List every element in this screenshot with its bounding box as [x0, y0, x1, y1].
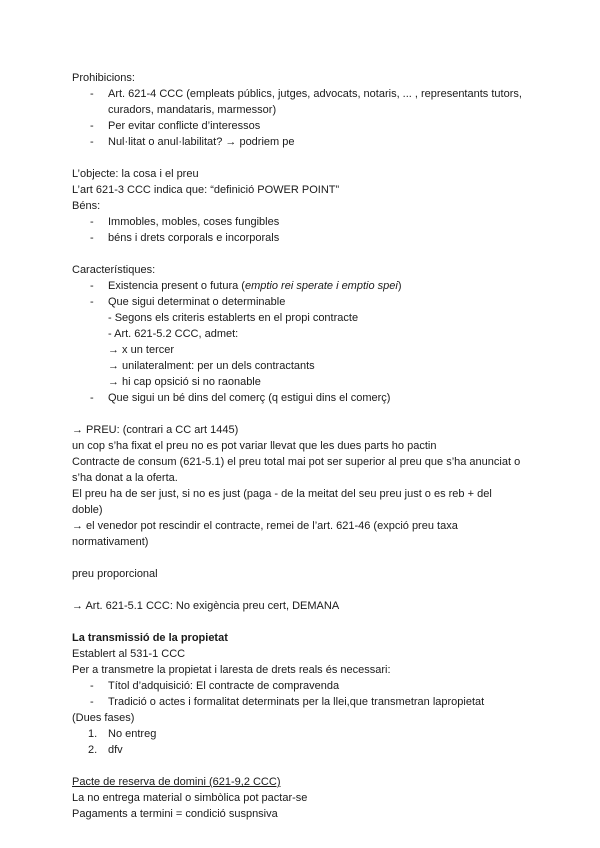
- bullet-marker: -: [90, 280, 94, 292]
- numbered-item: 1. No entreg: [88, 728, 157, 740]
- preu-line: → el venedor pot rescindir el contracte, remei de l’art. 621-46 (expció preu taxa: [72, 520, 458, 532]
- caracteristiques-sub-item: → x un tercer: [108, 344, 175, 356]
- list-number: 2.: [88, 744, 98, 756]
- bullet-marker: -: [90, 392, 94, 404]
- objecte-line: L’objecte: la cosa i el preu: [72, 168, 199, 180]
- caracteristiques-title: Característiques:: [72, 264, 156, 276]
- transmissio-item: - Tradició o actes i formalitat determinats per la llei,que transmetran lapropietat: [90, 696, 485, 708]
- bullet-marker: -: [90, 696, 94, 708]
- bullet-marker: -: [90, 136, 94, 148]
- preu-line: s’ha donat a la oferta.: [72, 472, 178, 484]
- document-page: [72, 70, 542, 822]
- caracteristiques-sub-item: → unilateralment: per un dels contractants: [108, 360, 315, 372]
- bens-title: Béns:: [72, 200, 101, 212]
- bullet-marker: -: [90, 88, 94, 100]
- caracteristiques-sub-item: - Art. 621-5.2 CCC, admet:: [108, 328, 239, 340]
- bullet-marker: -: [90, 232, 94, 244]
- bens-item: - Immobles, mobles, coses fungibles: [90, 216, 280, 228]
- preu-line: Contracte de consum (621-5.1) el preu total mai pot ser superior al preu que s’ha anunciat o: [72, 456, 521, 468]
- transmissio-heading: La transmissió de la propietat: [72, 632, 228, 644]
- preu-proporcional: preu proporcional: [72, 568, 158, 580]
- bullet-marker: -: [90, 296, 94, 308]
- bens-item: - béns i drets corporals e incorporals: [90, 232, 280, 244]
- prohibicions-title: Prohibicions:: [72, 72, 135, 84]
- transmissio-item: - Títol d’adquisició: El contracte de compravenda: [90, 680, 340, 692]
- preu-line: un cop s’ha fixat el preu no es pot variar llevat que les dues parts ho pactin: [72, 440, 437, 452]
- pacte-line: Pagaments a termini = condició suspnsiva: [72, 808, 278, 820]
- bullet-marker: -: [90, 680, 94, 692]
- preu-line: → PREU: (contrari a CC art 1445): [72, 424, 239, 436]
- transmissio-line: Establert al 531-1 CCC: [72, 648, 186, 660]
- bullet-marker: -: [90, 216, 94, 228]
- transmissio-fases: (Dues fases): [72, 712, 135, 724]
- pacte-line: La no entrega material o simbòlica pot pactar-se: [72, 792, 308, 804]
- latin-term: emptio rei sperate i emptio spei: [244, 280, 398, 292]
- pacte-heading: Pacte de reserva de domini (621-9,2 CCC): [72, 776, 281, 788]
- caracteristiques-sub-item: → hi cap opsició si no raonable: [108, 376, 261, 388]
- caracteristiques-item: - Que sigui un bé dins del comerç (q estigui dins el comerç): [90, 392, 391, 404]
- prohibicions-item: - Art. 621-4 CCC (empleats públics, jutges, advocats, notaris, ... , representants tutors, curadors, mandataris, marmessor): [90, 88, 522, 116]
- objecte-line: L’art 621-3 CCC indica que: “definició POWER POINT”: [72, 184, 340, 196]
- caracteristiques-item: - Existencia present o futura (emptio rei sperate i emptio spei): [90, 280, 402, 292]
- caracteristiques-item: - Que sigui determinat o determinable: [90, 296, 286, 308]
- preu-line: El preu ha de ser just, si no es just (paga - de la meitat del seu preu just o es reb + del: [72, 488, 492, 500]
- preu-line: normativament): [72, 536, 149, 548]
- preu-line: doble): [72, 504, 103, 516]
- prohibicions-item: - Per evitar conflicte d’interessos: [90, 120, 261, 132]
- list-number: 1.: [88, 728, 98, 740]
- bullet-marker: -: [90, 120, 94, 132]
- caracteristiques-sub-item: - Segons els criteris establerts en el propi contracte: [108, 312, 359, 324]
- numbered-item: 2. dfv: [88, 744, 123, 756]
- transmissio-line: Per a transmetre la propietat i laresta de drets reals és necessari:: [72, 664, 391, 676]
- preu-art-line: → Art. 621-5.1 CCC: No exigència preu cert, DEMANA: [72, 600, 340, 612]
- prohibicions-item: - Nul·litat o anul·labilitat? → podriem pe: [90, 136, 295, 148]
